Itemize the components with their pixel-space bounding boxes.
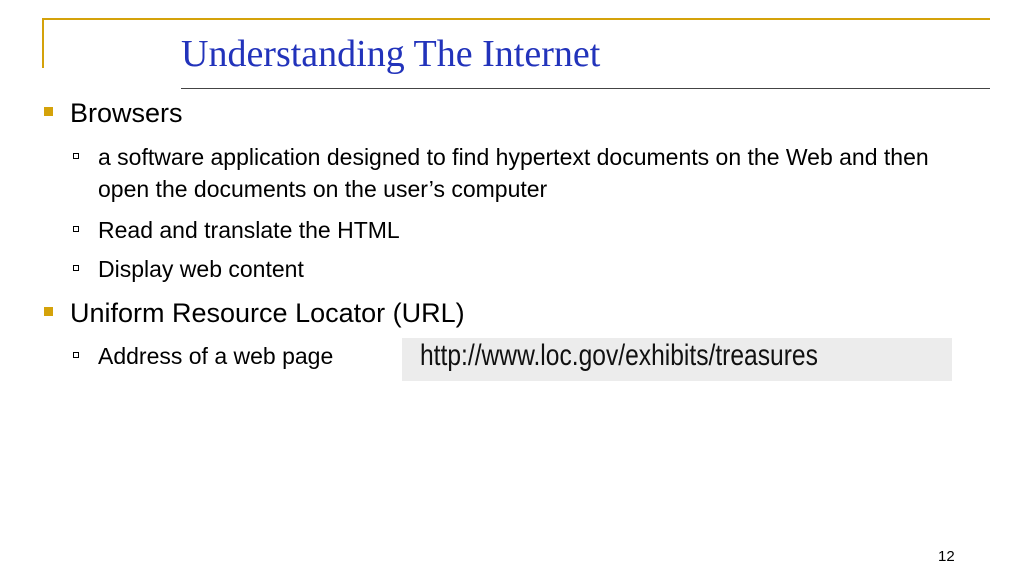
title-underline xyxy=(181,88,990,89)
page-number: 12 xyxy=(938,548,955,565)
left-rule xyxy=(42,18,44,68)
square-bullet-icon xyxy=(44,107,53,116)
slide-title: Understanding The Internet xyxy=(181,33,601,75)
subbullet-text: Display web content xyxy=(98,256,304,282)
square-bullet-icon xyxy=(44,307,53,316)
subbullet-text: a software application designed to find hypertext documents on the Web and then open the documents on the user’s computer xyxy=(98,144,929,202)
bullet-browsers xyxy=(70,97,183,129)
hollow-square-bullet-icon xyxy=(73,226,79,232)
url-example-image xyxy=(402,338,952,381)
subbullet-read-translate xyxy=(98,214,978,246)
subbullet-text: Address of a web page xyxy=(98,343,334,369)
subbullet-definition xyxy=(98,141,978,205)
subbullet-display xyxy=(98,253,978,285)
top-rule xyxy=(42,18,990,20)
hollow-square-bullet-icon xyxy=(73,352,79,358)
url-example-text: http://www.loc.gov/exhibits/treasures xyxy=(420,339,818,372)
subbullet-address xyxy=(98,340,398,372)
hollow-square-bullet-icon xyxy=(73,153,79,159)
subbullet-text: Read and translate the HTML xyxy=(98,217,400,243)
bullet-label: Uniform Resource Locator (URL) xyxy=(70,298,465,328)
bullet-label: Browsers xyxy=(70,98,183,128)
bullet-url xyxy=(70,297,465,329)
hollow-square-bullet-icon xyxy=(73,265,79,271)
